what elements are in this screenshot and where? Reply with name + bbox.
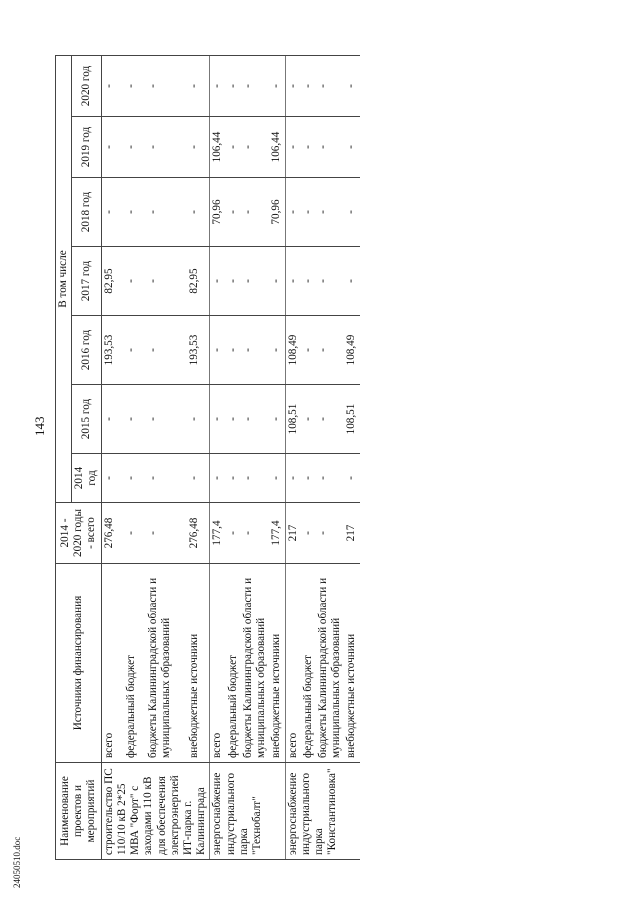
year-value-cell: - — [124, 454, 146, 503]
year-value-cell: - — [301, 178, 316, 247]
year-value-cell: - — [210, 385, 226, 454]
header-project: Наименование проектов и мероприятий — [56, 763, 102, 860]
year-value-cell: - — [344, 454, 359, 503]
table-row — [101, 56, 124, 860]
year-value-cell: - — [241, 117, 269, 178]
year-value-cell: - — [344, 178, 359, 247]
year-value-cell: - — [124, 385, 146, 454]
header-year-2019: 2019 год — [72, 117, 101, 178]
year-value-cell: - — [101, 178, 124, 247]
year-value-cell: - — [241, 56, 269, 117]
year-value-cell: - — [146, 316, 187, 385]
table-body — [101, 56, 359, 860]
year-value-cell: - — [124, 316, 146, 385]
year-value-cell: - — [316, 247, 344, 316]
year-value-cell: 70,96 — [269, 178, 285, 247]
year-value-cell: - — [187, 178, 210, 247]
year-value-cell: - — [146, 454, 187, 503]
year-value-cell: - — [316, 454, 344, 503]
year-value-cell: - — [101, 454, 124, 503]
table-row — [226, 56, 241, 860]
year-value-cell: 106,44 — [269, 117, 285, 178]
year-value-cell: - — [316, 316, 344, 385]
year-value-cell: - — [316, 178, 344, 247]
funding-source-cell: внебюджетные источники — [344, 564, 359, 763]
year-value-cell: - — [316, 385, 344, 454]
funding-source-cell: бюджеты Калининградской области и муниципальных образований — [241, 564, 269, 763]
year-value-cell: - — [241, 247, 269, 316]
year-value-cell: - — [316, 56, 344, 117]
year-value-cell: - — [210, 454, 226, 503]
year-value-cell: 82,95 — [187, 247, 210, 316]
header-year-2020: 2020 год — [72, 56, 101, 117]
year-value-cell: - — [269, 385, 285, 454]
year-value-cell: - — [226, 385, 241, 454]
year-value-cell: - — [124, 247, 146, 316]
header-total: 2014 - 2020 годы - всего — [56, 503, 102, 564]
table-row — [124, 56, 146, 860]
year-value-cell: - — [285, 117, 301, 178]
total-cell: 177,4 — [210, 503, 226, 564]
year-value-cell: - — [124, 117, 146, 178]
year-value-cell: - — [226, 178, 241, 247]
year-value-cell: - — [210, 56, 226, 117]
page-number: 143 — [32, 416, 47, 436]
table-row — [241, 56, 269, 860]
year-value-cell: 106,44 — [210, 117, 226, 178]
funding-source-cell: бюджеты Калининградской области и муниципальных образований — [316, 564, 344, 763]
year-value-cell: - — [344, 56, 359, 117]
year-value-cell: - — [210, 247, 226, 316]
year-value-cell: - — [226, 56, 241, 117]
year-value-cell: - — [316, 117, 344, 178]
table-row — [301, 56, 316, 860]
table-row — [285, 56, 301, 860]
year-value-cell: 108,49 — [344, 316, 359, 385]
header-in-that-number: В том числе — [56, 56, 72, 503]
year-value-cell: - — [241, 316, 269, 385]
header-source: Источники финансирования — [56, 564, 102, 763]
year-value-cell: - — [301, 247, 316, 316]
year-value-cell: - — [101, 385, 124, 454]
year-value-cell: - — [301, 117, 316, 178]
year-value-cell: - — [285, 454, 301, 503]
funding-source-cell: федеральный бюджет — [301, 564, 316, 763]
year-value-cell: - — [301, 56, 316, 117]
year-value-cell: - — [146, 178, 187, 247]
total-cell: 276,48 — [187, 503, 210, 564]
footer-filename: 24050510.doc — [12, 836, 22, 888]
year-value-cell: - — [146, 56, 187, 117]
header-year-2018: 2018 год — [72, 178, 101, 247]
year-value-cell: 193,53 — [101, 316, 124, 385]
table-row — [316, 56, 344, 860]
year-value-cell: - — [187, 454, 210, 503]
rotated-page-content — [55, 30, 575, 860]
total-cell: 276,48 — [101, 503, 124, 564]
year-value-cell: - — [269, 56, 285, 117]
year-value-cell: - — [146, 117, 187, 178]
year-value-cell: 193,53 — [187, 316, 210, 385]
year-value-cell: - — [301, 454, 316, 503]
total-cell: - — [226, 503, 241, 564]
funding-source-cell: бюджеты Калининградской области и муниципальных образований — [146, 564, 187, 763]
funding-source-cell: всего — [210, 564, 226, 763]
year-value-cell: - — [124, 178, 146, 247]
project-name-cell: энергоснабжение индустриального парка "Технобалт" — [210, 763, 285, 860]
year-value-cell: - — [226, 117, 241, 178]
year-value-cell: - — [241, 454, 269, 503]
total-cell: 217 — [285, 503, 301, 564]
table-row — [187, 56, 210, 860]
year-value-cell: 82,95 — [101, 247, 124, 316]
funding-source-cell: федеральный бюджет — [226, 564, 241, 763]
funding-source-cell: внебюджетные источники — [187, 564, 210, 763]
table-row — [269, 56, 285, 860]
year-value-cell: - — [301, 385, 316, 454]
year-value-cell: - — [226, 247, 241, 316]
header-year-2017: 2017 год — [72, 247, 101, 316]
year-value-cell: - — [226, 316, 241, 385]
project-name-cell: энергоснабжение индустриального парка "Константиновка" — [285, 763, 360, 860]
year-value-cell: - — [101, 56, 124, 117]
funding-source-cell: всего — [285, 564, 301, 763]
project-name-cell: строительство ПС 110/10 кВ 2*25 МВА "Форт" с заходами 110 кВ для обеспечения электроэнергией ИТ-парка г. Калининграда — [101, 763, 210, 860]
total-cell: 217 — [344, 503, 359, 564]
total-cell: 177,4 — [269, 503, 285, 564]
year-value-cell: - — [187, 385, 210, 454]
year-value-cell: - — [269, 454, 285, 503]
year-value-cell: 108,51 — [285, 385, 301, 454]
year-value-cell: - — [226, 454, 241, 503]
header-year-2014: 2014 год — [72, 454, 101, 503]
year-value-cell: - — [146, 247, 187, 316]
year-value-cell: - — [344, 247, 359, 316]
year-value-cell: - — [241, 178, 269, 247]
year-value-cell: - — [269, 247, 285, 316]
total-cell: - — [301, 503, 316, 564]
year-value-cell: - — [187, 117, 210, 178]
table-row — [210, 56, 226, 860]
year-value-cell: - — [210, 316, 226, 385]
table-row — [344, 56, 359, 860]
total-cell: - — [146, 503, 187, 564]
funding-source-cell: всего — [101, 564, 124, 763]
year-value-cell: - — [285, 56, 301, 117]
year-value-cell: - — [124, 56, 146, 117]
total-cell: - — [124, 503, 146, 564]
total-cell: - — [316, 503, 344, 564]
year-value-cell: 108,49 — [285, 316, 301, 385]
year-value-cell: - — [269, 316, 285, 385]
funding-source-cell: внебюджетные источники — [269, 564, 285, 763]
year-value-cell: - — [146, 385, 187, 454]
funding-table — [55, 55, 360, 860]
total-cell: - — [241, 503, 269, 564]
header-year-2015: 2015 год — [72, 385, 101, 454]
year-value-cell: - — [187, 56, 210, 117]
year-value-cell: - — [344, 117, 359, 178]
table-row — [146, 56, 187, 860]
year-value-cell: - — [285, 247, 301, 316]
funding-source-cell: федеральный бюджет — [124, 564, 146, 763]
header-year-2016: 2016 год — [72, 316, 101, 385]
year-value-cell: - — [241, 385, 269, 454]
year-value-cell: 70,96 — [210, 178, 226, 247]
year-value-cell: 108,51 — [344, 385, 359, 454]
year-value-cell: - — [301, 316, 316, 385]
year-value-cell: - — [101, 117, 124, 178]
year-value-cell: - — [285, 178, 301, 247]
